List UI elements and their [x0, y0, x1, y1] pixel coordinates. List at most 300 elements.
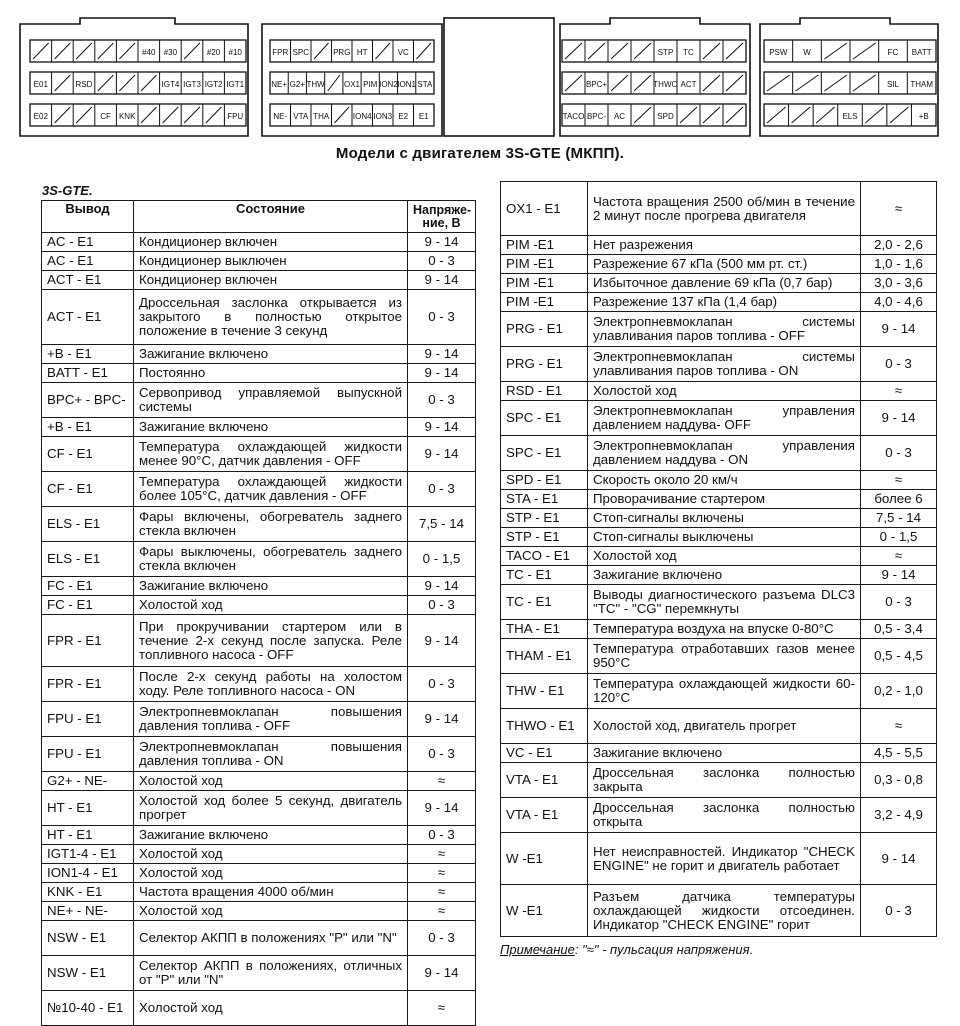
table-row: [501, 639, 937, 674]
voltage-cell: 0 - 3: [408, 383, 476, 418]
voltage-cell: 9 - 14: [408, 364, 476, 383]
condition-cell: Зажигание включено: [134, 345, 408, 364]
condition-cell: Электропневмоклапан управления давлением наддува - ON: [588, 436, 861, 471]
terminal-label: SIL: [886, 80, 900, 89]
condition-cell: Кондиционер выключен: [134, 252, 408, 271]
terminal-label: E02: [33, 112, 48, 121]
terminal-label: ION3: [373, 112, 393, 121]
empty-terminal: [565, 43, 582, 59]
table-row: [501, 471, 937, 490]
condition-cell: После 2-х секунд работы на холостом ходу. Реле топливного насоса - ON: [134, 667, 408, 702]
pin-cell: TC - E1: [501, 566, 588, 585]
terminal-label: SPD: [657, 112, 674, 121]
condition-cell: Фары включены, обогреватель заднего стекла включен: [134, 507, 408, 542]
connector-blank-body: [444, 18, 554, 136]
terminal-label: IGT1: [226, 80, 245, 89]
terminal-label: ION1: [397, 80, 417, 89]
footnote: [500, 942, 753, 957]
empty-terminal: [634, 75, 651, 91]
table-row: [42, 271, 476, 290]
empty-terminal: [824, 75, 847, 91]
terminal-label: RSD: [75, 80, 93, 89]
voltage-cell: 0 - 3: [408, 826, 476, 845]
condition-cell: Холостой ход: [134, 991, 408, 1026]
voltage-cell: 3,2 - 4,9: [861, 798, 937, 833]
pin-cell: HT - E1: [42, 826, 134, 845]
terminal-label: E2: [398, 112, 409, 121]
pin-cell: PIM -E1: [501, 255, 588, 274]
pin-cell: BPC+ - BPC-: [42, 383, 134, 418]
empty-terminal: [865, 107, 884, 123]
condition-cell: Нет разрежения: [588, 236, 861, 255]
empty-terminal: [206, 107, 222, 123]
table-row: [501, 709, 937, 744]
condition-cell: Электропневмоклапан системы улавливания паров топлива - ON: [588, 347, 861, 382]
empty-terminal: [119, 43, 135, 59]
empty-terminal: [98, 75, 114, 91]
empty-terminal: [184, 43, 200, 59]
empty-terminal: [98, 43, 114, 59]
table-row: [501, 509, 937, 528]
pin-cell: ELS - E1: [42, 542, 134, 577]
voltage-cell: 0 - 1,5: [408, 542, 476, 577]
voltage-cell: 4,5 - 5,5: [861, 744, 937, 763]
terminal-label: IGT3: [183, 80, 201, 89]
table-row: [42, 596, 476, 615]
pin-cell: CF - E1: [42, 437, 134, 472]
condition-cell: Частота вращения 4000 об/мин: [134, 883, 408, 902]
voltage-cell: 9 - 14: [861, 312, 937, 347]
pin-cell: THW - E1: [501, 674, 588, 709]
table-row: [42, 418, 476, 437]
table-row: [42, 577, 476, 596]
voltage-cell: ≈: [861, 471, 937, 490]
terminal-label: THWO: [653, 80, 678, 89]
terminal-label: TACO: [562, 112, 585, 121]
condition-cell: Температура охлаждающей жидкости 60-120°С: [588, 674, 861, 709]
empty-terminal: [376, 43, 391, 59]
pin-cell: STP - E1: [501, 528, 588, 547]
terminal-label: BPC-: [586, 112, 607, 121]
pin-cell: STA - E1: [501, 490, 588, 509]
empty-terminal: [314, 43, 329, 59]
table-row: [501, 347, 937, 382]
terminal-label: BPC+: [585, 80, 608, 89]
diagram-caption: Модели с двигателем 3S-GTE (МКПП).: [335, 145, 625, 162]
voltage-cell: 9 - 14: [408, 345, 476, 364]
table-row: [501, 585, 937, 620]
pin-cell: RSD - E1: [501, 382, 588, 401]
empty-terminal: [853, 43, 876, 59]
empty-terminal: [792, 107, 811, 123]
voltage-cell: 9 - 14: [408, 577, 476, 596]
condition-cell: Выводы диагностического разъема DLC3 "TC" - "CG" перемкнуты: [588, 585, 861, 620]
voltage-cell: 7,5 - 14: [861, 509, 937, 528]
empty-terminal: [76, 107, 92, 123]
pin-cell: TC - E1: [501, 585, 588, 620]
empty-terminal: [328, 75, 340, 91]
left-table-body: [42, 233, 476, 1026]
empty-terminal: [417, 43, 432, 59]
condition-cell: Зажигание включено: [134, 826, 408, 845]
voltage-cell: 9 - 14: [861, 401, 937, 436]
voltage-cell: 0 - 3: [408, 667, 476, 702]
table-row: [501, 566, 937, 585]
pin-voltage-table-left: [41, 200, 476, 1026]
pin-cell: FPU - E1: [42, 737, 134, 772]
table-row: [501, 744, 937, 763]
condition-cell: Зажигание включено: [134, 418, 408, 437]
pin-cell: PIM -E1: [501, 293, 588, 312]
header-voltage: Напряже-ние, В: [408, 201, 476, 233]
terminal-label: ION2: [379, 80, 398, 89]
voltage-cell: 9 - 14: [408, 271, 476, 290]
condition-cell: Электропневмоклапан повышения давления топлива - ON: [134, 737, 408, 772]
voltage-cell: ≈: [408, 883, 476, 902]
empty-terminal: [796, 75, 819, 91]
pin-cell: NSW - E1: [42, 956, 134, 991]
condition-cell: Температура охлаждающей жидкости более 105°С, датчик давления - OFF: [134, 472, 408, 507]
table-row: [42, 826, 476, 845]
voltage-cell: ≈: [408, 991, 476, 1026]
condition-cell: Избыточное давление 69 кПа (0,7 бар): [588, 274, 861, 293]
pin-cell: AC - E1: [42, 252, 134, 271]
voltage-cell: 2,0 - 2,6: [861, 236, 937, 255]
table-row: [42, 507, 476, 542]
table-row: [42, 956, 476, 991]
voltage-cell: 4,0 - 4,6: [861, 293, 937, 312]
terminal-label: VC: [397, 48, 409, 57]
condition-cell: При прокручивании стартером или в течение 2-х секунд после запуска. Реле топливного насоса - OFF: [134, 615, 408, 667]
terminal-label: TC: [683, 48, 694, 57]
voltage-cell: 0 - 3: [861, 347, 937, 382]
voltage-cell: 0 - 3: [408, 472, 476, 507]
pin-cell: VTA - E1: [501, 763, 588, 798]
pin-cell: PRG - E1: [501, 347, 588, 382]
voltage-cell: 0 - 3: [861, 585, 937, 620]
voltage-cell: 0,5 - 3,4: [861, 620, 937, 639]
table-row: [42, 883, 476, 902]
pin-cell: THWO - E1: [501, 709, 588, 744]
terminal-label: #40: [142, 48, 156, 57]
condition-cell: Нет неисправностей. Индикатор "CHECK ENGINE" не горит и двигатель работает: [588, 833, 861, 885]
condition-cell: Холостой ход: [134, 772, 408, 791]
terminal-label: SPC: [292, 48, 309, 57]
table-row: [42, 667, 476, 702]
empty-terminal: [816, 107, 835, 123]
terminal-label: FPU: [227, 112, 244, 121]
pin-cell: HT - E1: [42, 791, 134, 826]
table-row: [42, 902, 476, 921]
table-row: [42, 383, 476, 418]
voltage-cell: 0 - 3: [408, 737, 476, 772]
pin-cell: FPR - E1: [42, 615, 134, 667]
voltage-cell: ≈: [861, 382, 937, 401]
terminal-label: PIM: [363, 80, 378, 89]
pin-cell: SPC - E1: [501, 436, 588, 471]
pin-cell: STP - E1: [501, 509, 588, 528]
table-row: [501, 293, 937, 312]
table-row: [501, 182, 937, 236]
pin-cell: №10-40 - E1: [42, 991, 134, 1026]
table-row: [42, 921, 476, 956]
table-row: [501, 547, 937, 566]
table-row: [42, 737, 476, 772]
terminal-label: FC: [887, 48, 899, 57]
voltage-cell: ≈: [408, 845, 476, 864]
table-row: [42, 845, 476, 864]
terminal-label: CF: [100, 112, 111, 121]
condition-cell: Холостой ход, двигатель прогрет: [588, 709, 861, 744]
voltage-cell: 9 - 14: [408, 615, 476, 667]
empty-terminal: [611, 75, 628, 91]
terminal-label: ACT: [680, 80, 697, 89]
empty-terminal: [680, 107, 697, 123]
terminal-label: STA: [417, 80, 433, 89]
voltage-cell: 3,0 - 3,6: [861, 274, 937, 293]
condition-cell: Электропневмоклапан управления давлением наддува- OFF: [588, 401, 861, 436]
header-pin: Вывод: [42, 201, 134, 233]
condition-cell: Дроссельная заслонка полностью закрыта: [588, 763, 861, 798]
table-row: [501, 236, 937, 255]
table-row: [42, 345, 476, 364]
table-row: [42, 364, 476, 383]
table-row: [42, 991, 476, 1026]
pin-cell: OX1 - E1: [501, 182, 588, 236]
terminal-label: #20: [206, 48, 221, 57]
empty-terminal: [55, 43, 71, 59]
terminal-label: NE+: [271, 80, 288, 89]
voltage-cell: 0 - 3: [408, 252, 476, 271]
condition-cell: Стоп-сигналы выключены: [588, 528, 861, 547]
terminal-label: NE-: [273, 112, 288, 121]
condition-cell: Зажигание включено: [588, 566, 861, 585]
voltage-cell: 0 - 3: [408, 596, 476, 615]
condition-cell: Зажигание включено: [134, 577, 408, 596]
pin-cell: TACO - E1: [501, 547, 588, 566]
condition-cell: Селектор АКПП в положениях "Р" или "N": [134, 921, 408, 956]
terminal-label: FPR: [272, 48, 289, 57]
terminal-label: ELS: [842, 112, 858, 121]
condition-cell: Селектор АКПП в положениях, отличных от "Р" или "N": [134, 956, 408, 991]
voltage-cell: 9 - 14: [408, 437, 476, 472]
voltage-cell: 1,0 - 1,6: [861, 255, 937, 274]
empty-terminal: [588, 43, 605, 59]
empty-terminal: [824, 43, 847, 59]
condition-cell: Стоп-сигналы включены: [588, 509, 861, 528]
table-row: [501, 528, 937, 547]
table-row: [501, 798, 937, 833]
table-row: [501, 620, 937, 639]
empty-terminal: [163, 107, 179, 123]
table-row: [501, 312, 937, 347]
table-row: [42, 233, 476, 252]
voltage-cell: 0 - 3: [408, 290, 476, 345]
voltage-cell: 9 - 14: [408, 233, 476, 252]
condition-cell: Холостой ход более 5 секунд, двигатель прогрет: [134, 791, 408, 826]
right-table-body: [501, 182, 937, 937]
empty-terminal: [76, 43, 92, 59]
empty-terminal: [767, 107, 786, 123]
empty-terminal: [726, 75, 743, 91]
pin-cell: VTA - E1: [501, 798, 588, 833]
table-row: [42, 791, 476, 826]
empty-terminal: [634, 43, 651, 59]
terminal-label: OX1: [343, 80, 361, 89]
footnote-label: Примечание: [500, 942, 575, 957]
table-row: [501, 833, 937, 885]
pin-cell: CF - E1: [42, 472, 134, 507]
pin-cell: THAM - E1: [501, 639, 588, 674]
table-row: [42, 252, 476, 271]
pin-cell: PIM -E1: [501, 236, 588, 255]
terminal-label: KNK: [118, 112, 136, 121]
condition-cell: Разрежение 67 кПа (500 мм рт. ст.): [588, 255, 861, 274]
pin-cell: ION1-4 - E1: [42, 864, 134, 883]
terminal-label: G2+: [289, 80, 306, 89]
voltage-cell: 0 - 1,5: [861, 528, 937, 547]
condition-cell: Электропневмоклапан повышения давления топлива - OFF: [134, 702, 408, 737]
empty-terminal: [726, 43, 743, 59]
terminal-label: THA: [313, 112, 330, 121]
condition-cell: Холостой ход: [134, 864, 408, 883]
table-row: [501, 382, 937, 401]
voltage-cell: 9 - 14: [408, 418, 476, 437]
table-row: [501, 885, 937, 937]
voltage-cell: 9 - 14: [861, 566, 937, 585]
pin-cell: NE+ - NE-: [42, 902, 134, 921]
pin-cell: THA - E1: [501, 620, 588, 639]
voltage-cell: 7,5 - 14: [408, 507, 476, 542]
table-row: [42, 772, 476, 791]
condition-cell: Постоянно: [134, 364, 408, 383]
voltage-cell: ≈: [408, 902, 476, 921]
pin-cell: BATT - E1: [42, 364, 134, 383]
table-row: [42, 702, 476, 737]
condition-cell: Температура отработавших газов менее 950°С: [588, 639, 861, 674]
pin-cell: FPU - E1: [42, 702, 134, 737]
pin-cell: ELS - E1: [42, 507, 134, 542]
terminal-label: W: [803, 48, 811, 57]
voltage-cell: ≈: [861, 709, 937, 744]
pin-cell: ACT - E1: [42, 271, 134, 290]
voltage-cell: ≈: [408, 864, 476, 883]
pin-cell: W -E1: [501, 833, 588, 885]
terminal-label: #30: [163, 48, 178, 57]
empty-terminal: [184, 107, 200, 123]
ecu-connector-diagram: [0, 0, 960, 142]
table-row: [501, 255, 937, 274]
pin-cell: FC - E1: [42, 577, 134, 596]
terminal-label: HT: [356, 48, 368, 57]
table-row: [42, 615, 476, 667]
table-header-row: [42, 201, 476, 233]
terminal-label: IGT2: [204, 80, 223, 89]
table-row: [501, 763, 937, 798]
header-condition: Состояние: [134, 201, 408, 233]
condition-cell: Разъем датчика температуры охлаждающей жидкости отсоединен. Индикатор "CHECK ENGINE" горит: [588, 885, 861, 937]
condition-cell: Частота вращения 2500 об/мин в течение 2 минут после прогрева двигателя: [588, 182, 861, 236]
pin-cell: ACT - E1: [42, 290, 134, 345]
table-row: [501, 401, 937, 436]
pin-cell: AC - E1: [42, 233, 134, 252]
voltage-cell: 0,5 - 4,5: [861, 639, 937, 674]
pin-cell: FPR - E1: [42, 667, 134, 702]
voltage-cell: ≈: [408, 772, 476, 791]
empty-terminal: [119, 75, 135, 91]
pin-cell: +B - E1: [42, 418, 134, 437]
terminal-label: #10: [228, 48, 242, 57]
empty-terminal: [703, 75, 720, 91]
voltage-cell: 9 - 14: [408, 956, 476, 991]
pin-cell: NSW - E1: [42, 921, 134, 956]
voltage-cell: ≈: [861, 547, 937, 566]
pin-cell: G2+ - NE-: [42, 772, 134, 791]
pin-cell: SPC - E1: [501, 401, 588, 436]
terminal-label: THAM: [910, 80, 934, 89]
terminal-label: E01: [33, 80, 48, 89]
empty-terminal: [611, 43, 628, 59]
empty-terminal: [703, 107, 720, 123]
table-row: [42, 542, 476, 577]
terminal-label: VTA: [293, 112, 309, 121]
voltage-cell: 9 - 14: [861, 833, 937, 885]
empty-terminal: [55, 107, 71, 123]
condition-cell: Холостой ход: [588, 547, 861, 566]
empty-terminal: [141, 75, 157, 91]
terminal-label: +B: [918, 112, 929, 121]
empty-terminal: [565, 75, 582, 91]
condition-cell: Фары выключены, обогреватель заднего стекла включен: [134, 542, 408, 577]
table-title: 3S-GTE.: [42, 183, 93, 198]
terminal-label: PSW: [769, 48, 788, 57]
empty-terminal: [853, 75, 876, 91]
voltage-cell: ≈: [861, 182, 937, 236]
condition-cell: Сервопривод управляемой выпускной системы: [134, 383, 408, 418]
empty-terminal: [335, 107, 350, 123]
condition-cell: Температура охлаждающей жидкости менее 90°С, датчик давления - OFF: [134, 437, 408, 472]
table-row: [501, 436, 937, 471]
voltage-cell: 0 - 3: [861, 885, 937, 937]
condition-cell: Холостой ход: [588, 382, 861, 401]
condition-cell: Холостой ход: [134, 596, 408, 615]
table-row: [42, 437, 476, 472]
voltage-cell: 0,2 - 1,0: [861, 674, 937, 709]
condition-cell: Холостой ход: [134, 845, 408, 864]
pin-cell: W -E1: [501, 885, 588, 937]
pin-cell: FC - E1: [42, 596, 134, 615]
pin-cell: PIM -E1: [501, 274, 588, 293]
terminal-label: PRG: [333, 48, 351, 57]
terminal-label: BATT: [911, 48, 932, 57]
footnote-text: : "≈" - пульсация напряжения.: [574, 942, 754, 957]
pin-cell: SPD - E1: [501, 471, 588, 490]
table-row: [501, 274, 937, 293]
table-row: [501, 490, 937, 509]
pin-cell: +B - E1: [42, 345, 134, 364]
terminal-label: ION4: [352, 112, 372, 121]
pin-voltage-table-right: [500, 181, 937, 937]
voltage-cell: 9 - 14: [408, 791, 476, 826]
condition-cell: Дроссельная заслонка открывается из закрытого в полностью открытое положение в течение 3 секунд: [134, 290, 408, 345]
pin-cell: KNK - E1: [42, 883, 134, 902]
condition-cell: Кондиционер включен: [134, 233, 408, 252]
terminal-label: E1: [418, 112, 429, 121]
empty-terminal: [634, 107, 651, 123]
condition-cell: Электропневмоклапан системы улавливания паров топлива - OFF: [588, 312, 861, 347]
voltage-cell: 9 - 14: [408, 702, 476, 737]
empty-terminal: [767, 75, 790, 91]
